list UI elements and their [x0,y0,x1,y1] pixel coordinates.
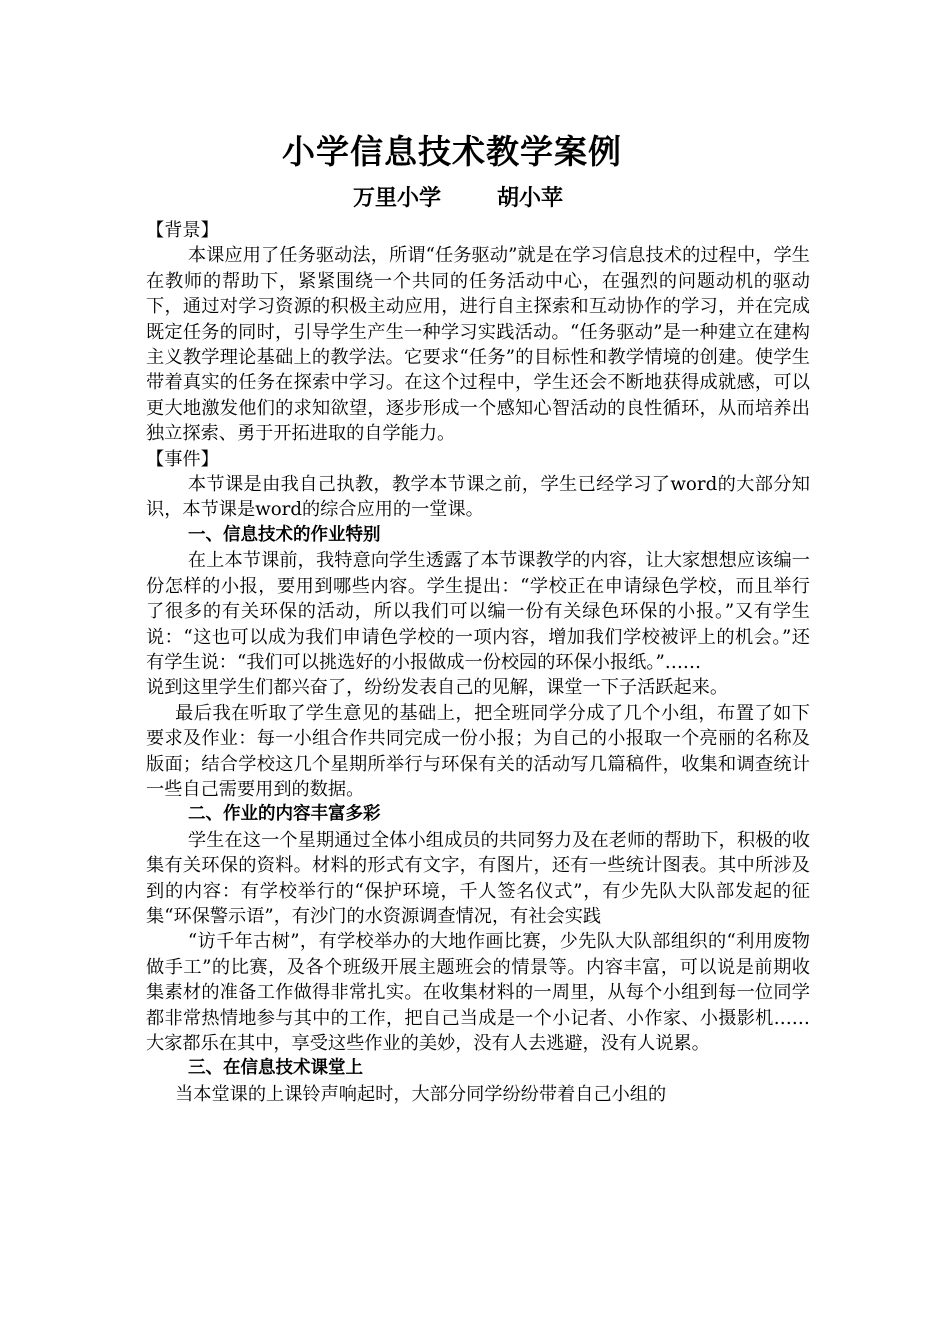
paragraph-1b: 说到这里学生们都兴奋了，纷纷发表自己的见解，课堂一下子活跃起来。 [146,677,729,699]
paragraph-2b: “访千年古树”，有学校举办的大地作画比赛，少先队大队部组织的“利用废物做手工”的比赛，及各个班级开展主题班会的情景等。内容丰富，可以说是前期收集素材的准备工作做得非常扎实。在收集材料的一周里，从每个小组到每一位同学都非常热情地参与其中的工作，把自己当成是一个小记者、小作家、小摄影机……大家都乐在其中，享受这些作业的美妙，没有人去逃避，没有人说累。 [146,931,810,1054]
document-body [146,218,810,1107]
page-title: 小学信息技术教学案例 [282,132,622,171]
author-line [146,182,810,216]
paragraph-2a: 学生在这一个星期通过全体小组成员的共同努力及在老师的帮助下，积极的收集有关环保的资料。材料的形式有文字，有图片，还有一些统计图表。其中所涉及到的内容：有学校举行的“保护环境，千人签名仪式”，有少先队大队部发起的征集“环保警示语”，有沙门的水资源调查情况，有社会实践 [146,829,810,927]
paragraph-background: 本课应用了任务驱动法，所谓“任务驱动”就是在学习信息技术的过程中，学生在教师的帮助下，紧紧围绕一个共同的任务活动中心，在强烈的问题动机的驱动下，通过对学习资源的积极主动应用，进行自主探索和互动协作的学习，并在完成既定任务的同时，引导学生产生一种学习实践活动。“任务驱动”是一种建立在建构主义教学理论基础上的教学法。它要求“任务”的目标性和教学情境的创建。使学生带着真实的任务在探索中学习。在这个过程中，学生还会不断地获得成就感，可以更大地激发他们的求知欲望，逐步形成一个感知心智活动的良性循环，从而培养出独立探索、勇于开拓进取的自学能力。 [146,245,810,445]
paragraph-1c: 最后我在听取了学生意见的基础上，把全班同学分成了几个小组，布置了如下要求及作业：每一小组合作共同完成一份小报；为自己的小报取一个亮丽的名称及版面；结合学校这几个星期所举行与环保有关的活动写几篇稿件，收集和调查统计一些自己需要用到的数据。 [146,702,810,800]
paragraph-1a: 在上本节课前，我特意向学生透露了本节课教学的内容，让大家想想应该编一份怎样的小报，要用到哪些内容。学生提出：“学校正在申请绿色学校，而且举行了很多的有关环保的活动，所以我们可以编一份有关绿色环保的小报。”又有学生说：“这也可以成为我们申请色学校的一项内容，增加我们学校被评上的机会。”还有学生说：“我们可以挑选好的小报做成一份校园的环保小报纸。”…… [146,550,810,673]
paragraph-event: 本节课是由我自己执教，教学本节课之前，学生已经学习了word的大部分知识，本节课是word的综合应用的一堂课。 [146,474,810,521]
section-tag-event: 【事件】 [146,448,219,470]
paragraph-3a: 当本堂课的上课铃声响起时，大部分同学纷纷带着自己小组的 [175,1083,667,1105]
section-heading-3: 三、在信息技术课堂上 [188,1058,363,1079]
section-heading-2: 二、作业的内容丰富多彩 [188,804,381,825]
school-name: 万里小学 [352,186,441,211]
author-name: 胡小苹 [497,186,564,211]
document-page [146,128,810,1107]
section-heading-1: 一、信息技术的作业特别 [188,524,381,545]
section-tag-background: 【背景】 [146,220,219,241]
